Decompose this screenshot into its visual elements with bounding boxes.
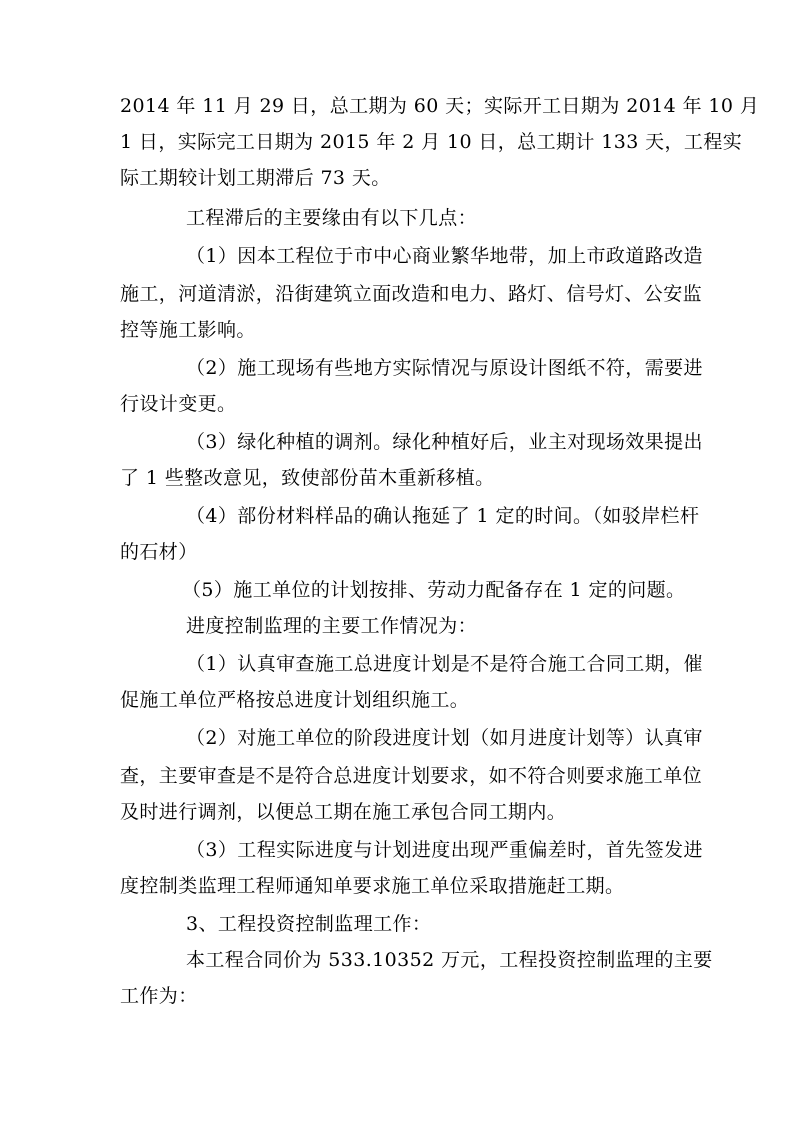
list-item: （1）因本工程位于市中心商业繁华地带，加上市政道路改造: [186, 245, 703, 267]
text-line: 2014 年 11 月 29 日，总工期为 60 天；实际开工日期为 2014 年 10 月: [120, 95, 760, 117]
section-heading: 工程滞后的主要缘由有以下几点：: [186, 207, 478, 229]
text-line: 控等施工影响。: [120, 319, 256, 341]
list-item: （1）认真审查施工总进度计划是不是符合施工合同工期，催: [186, 653, 703, 675]
list-item: （4）部份材料样品的确认拖延了 1 定的时间。（如驳岸栏杆: [186, 505, 700, 527]
text-line: 查，主要审查是不是符合总进度计划要求，如不符合则要求施工单位: [120, 765, 703, 787]
text-line: 施工，河道清淤，沿街建筑立面改造和电力、路灯、信号灯、公安监: [120, 283, 703, 305]
section-heading: 3、工程投资控制监理工作：: [186, 913, 432, 935]
list-item: （2）施工现场有些地方实际情况与原设计图纸不符，需要进: [186, 357, 703, 379]
text-line: 际工期较计划工期滞后 73 天。: [120, 167, 391, 189]
text-line: 的石材）: [120, 541, 198, 563]
section-heading: 进度控制监理的主要工作情况为：: [186, 615, 478, 637]
text-line: 及时进行调剂，以便总工期在施工承包合同工期内。: [120, 801, 567, 823]
text-line: 了 1 些整改意见，致使部份苗木重新移植。: [120, 467, 495, 489]
paragraph-line: 本工程合同价为 533.10352 万元，工程投资控制监理的主要: [186, 949, 713, 971]
text-line: 工作为：: [120, 985, 198, 1007]
text-line: 1 日，实际完工日期为 2015 年 2 月 10 日，总工期计 133 天，工程实: [120, 131, 743, 153]
text-line: 度控制类监理工程师通知单要求施工单位采取措施赶工期。: [120, 875, 625, 897]
text-line: 促施工单位严格按总进度计划组织施工。: [120, 689, 470, 711]
list-item: （3）工程实际进度与计划进度出现严重偏差时，首先签发进: [186, 839, 703, 861]
list-item: （5）施工单位的计划按排、劳动力配备存在 1 定的问题。: [182, 579, 686, 601]
text-line: 行设计变更。: [120, 393, 237, 415]
list-item: （2）对施工单位的阶段进度计划（如月进度计划等）认真审: [186, 727, 703, 749]
list-item: （3）绿化种植的调剂。绿化种植好后，业主对现场效果提出: [186, 431, 703, 453]
